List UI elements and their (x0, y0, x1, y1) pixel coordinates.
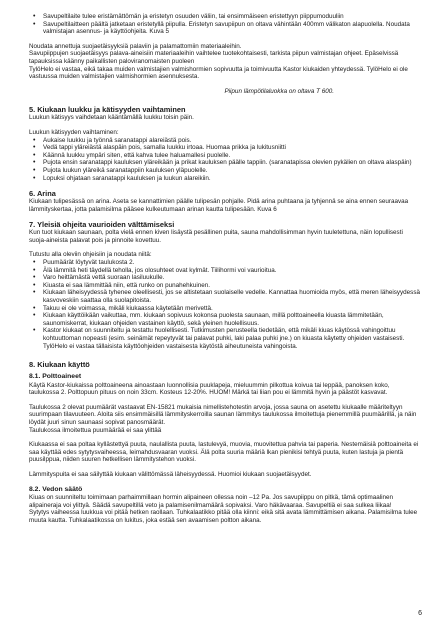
paragraph: Taulukossa ilmoitettua puumäärää ei saa ylittää (29, 426, 162, 434)
section-heading: 8. Kiukaan käyttö (29, 360, 90, 370)
list-item: • Vedä tappi yläreiästä alaspäin pois, samalla luukku irtoaa. Huomaa prikka ja lukitusniitti (43, 144, 420, 152)
paragraph: Luukun kätisyys vaihdetaan kääntämällä luukku toisin päin. (29, 114, 194, 122)
paragraph: TylöHelo ei vastaa, eikä takaa muiden valmistajien valmishormien sopivuutta ja toimivuutta Kastor kiukaiden yhteydessä. TylöHelo ei ole vastuussa muiden valmistajien valmishormien asennuksesta. (29, 65, 408, 81)
list-item: • Varo heittämästä vettä suoraan lasiluukulle. (43, 274, 420, 282)
section-heading: 5. Kiukaan luukku ja kätisyyden vaihtaminen (29, 105, 186, 115)
paragraph: Taulukossa 2 olevat puumäärät vastaavat EN-15821 mukaisia nimellistehotestin arvoja, jossa sauna on asetettu kiukaalle määriteltyyn suurimpaan tilavuuteen. Aloita siis ensimmäisillä lämmityskerroilla saunan lämmitys taulukossa ilmoitettuja pienemmillä puumäärillä, ja näin löydät juuri sinun saunaasi sopivat panosmäärät. (29, 403, 417, 426)
paragraph: Savupiippujen suojaetäisyys palava-aineisiin materiaaleihin vaihtelee tuotekohtaisesti, tarkista piipun valmistajan ohjeet. Epäselvissä tapauksissa käänny paikallisten paloviranomaisten puoleen (29, 50, 399, 65)
list-item: • Pujota luukun yläreikä saranatappiin kauluksen yläpuolelle. (43, 167, 420, 175)
list-item: • Kiukaan käyttöikään vaikuttaa, mm. kiukaan sopivuus kokonsa puolesta saunaan, millä polttoaineella kiuasta lämmitetään, saunomiskerrat, kiukaan ohjeiden vastainen käyttö, sekä yleinen huolellisuus. (43, 312, 420, 327)
list-item: • Älä lämmitä heti täydellä teholla, jos olosuhteet ovat kylmät. Tiilihormi voi vaurioitua. (43, 267, 420, 275)
list-item: • Aukaise luukku ja työnnä saranatappi alareiästä pois. (43, 137, 420, 145)
section-heading: 6. Arina (29, 189, 56, 199)
guidelines-list (29, 259, 420, 350)
list-item: • Kiuasta ei saa lämmittää niin, että runko on punahehkuinen. (43, 282, 420, 290)
paragraph: Kun tuot kiukaan saunaan, polta vielä ennen kiven lisäystä pesällinen puita, sauna mahdollisimman hyvin tuuletettuna, näin lopullisesti suoja-aineista palavat pois ja pinnoite kovettuu. (29, 229, 403, 244)
list-item: • Takuu ei ole voimassa, mikäli kiukaassa käytetään merivettä. (43, 305, 420, 313)
list-item: • Savupeltilaite tulee eristämättömän ja eristetyn osuuden väliin, tai ensimmäiseen eristettyyn piippumoduuliin (43, 13, 420, 21)
list-title: Luukun kätisyyden vaihtaminen: (29, 128, 119, 136)
paragraph: Noudata annettuja suojaetäisyyksiä palaviin ja palamattomiin materiaaleihin. (29, 42, 242, 50)
list-item: • Kiukaan läheisyydessä tyhenee oleellisesti, jos se altistetaan suolaiselle vedelle. Kannattaa huomioida myös, että meren läheisyydessä kasvoveskiin saattaa olla suolapitoista. (43, 289, 420, 304)
list-item: • Savupeltilaitteen päältä jatketaan eristetyllä piipulla. Eristetyn savupiipun on oltava vähintään 400mm välikaton alapuolella. Noudata valmistajan asennus- ja käyttöohjeita. Kuva 5 (43, 21, 420, 36)
paragraph: Kiukaan tulipesässä on arina. Aseta se kannattimien päälle tulipesän pohjalle. Pidä arina puhtaana ja tyhjennä se aina ennen seuraavaa lämmityskertaa, jotta palamisilma pääsee kulkeutumaan arinan kautta tulipesään. Kuva 6 (29, 198, 409, 213)
list-item: • Lopuksi ohjataan saranatappi kauluksen ja luukun alareikiin. (43, 175, 420, 183)
door-steps-list (29, 137, 420, 183)
list-item: • Puumäärät löytyvät taulukosta 2. (43, 259, 420, 267)
paragraph: Kiukaassa ei saa poltaa kyllästettyä puuta, naulallista puuta, lastulevyä, muovia, muovitettua pahvia tai paperia. Nestemäisiä polttoaineita ei saa käyttää edes sytytysvaiheessa, leimahdusvaaran vuoksi. Älä polta suuria määriä lkan pienikisi tehtyä puuta, kuten lastuja ja pientä puusilppua, niiden suuren hetkellisen lämmitystehon vuoksi. (29, 441, 419, 464)
pipe-temperature-note: Piipun lämpötilaluokka on oltava T 600. (224, 87, 334, 95)
list-item: • Kastor kiukaat on suunniteltu ja testattu huolellisesti. Tutkimusten perusteella tiedetään, että mikäli kiuas käytössä vahingoittuu kohtuuttoman nopeasti (esim. seinämät repeytyvät tai palavat puhki, laki palaa puhki jne.) on kiuasta käytetty ohjeiden vastaisesti. TylöHelo ei vastaa tällaisista käyttöohjeiden vastaisesta käytöstä aiheutuneista vahingoista. (43, 327, 420, 350)
list-item: • Pujota ensin saranatappi kauluksen yläreikään ja prikat kauluksen päälle tappiin. (saranatapissa olevien pykälien on oltava alaspäin) (43, 159, 420, 167)
paragraph: Kiuas on suunniteltu toimimaan parhaimmillaan hormin alipaineen ollessa noin –12 Pa. Jos savupiippu on pitkä, tämä optimaalinen alipaineraja voi ylittyä. Säädä savupeltillä veto ja palamisenilmamäärä sopivaksi. Varo häkävaaraa. Savupeltiä ei saa sulkea liikaa! (29, 493, 394, 509)
paragraph: Käytä Kastor-kiukaissa polttoaineena ainoastaan luonnollisia puuklapeja, mieluummin pilkottua koivua tai leppää, panoksen koko, taulukossa 2. Polttopuun pituus on noin 33cm. Kosteus 12-20%. HUOM! Märkä tai liian pou ei lämmitä hyvin ja päästöt kasvavat. (29, 381, 390, 397)
subsection-heading: 8.1. Polttoaineet (29, 373, 82, 381)
installation-bullet-list (29, 13, 420, 36)
list-item: • Käännä luukku ympäri siten, että kahva tulee haluamallesi puolelle. (43, 152, 420, 160)
paragraph: Lämmityspuita ei saa säilyttää kiukaan välittömässä läheisyydessä. Huomioi kiukaan suojaetäisyydet. (29, 470, 312, 478)
page-number: 6 (418, 610, 422, 618)
section-heading: 7. Yleisiä ohjeita vaurioiden välttämiseksi (29, 220, 175, 230)
paragraph: Sytytys vaiheessa luukkua voi pitää hetken raollaan. Tuhkalaatikko pitää olla kiinni: eikä sitä avata lämmittämisen aikana. Palamisilma tulee muuta kautta. Tuhkalaatikossa on lukitus, joka estää sen avaamisen poltton aikana. (29, 509, 418, 524)
list-title: Tutustu alla oleviin ohjeisiin ja noudata niitä: (29, 251, 152, 259)
subsection-heading: 8.2. Vedon säätö (29, 485, 83, 493)
